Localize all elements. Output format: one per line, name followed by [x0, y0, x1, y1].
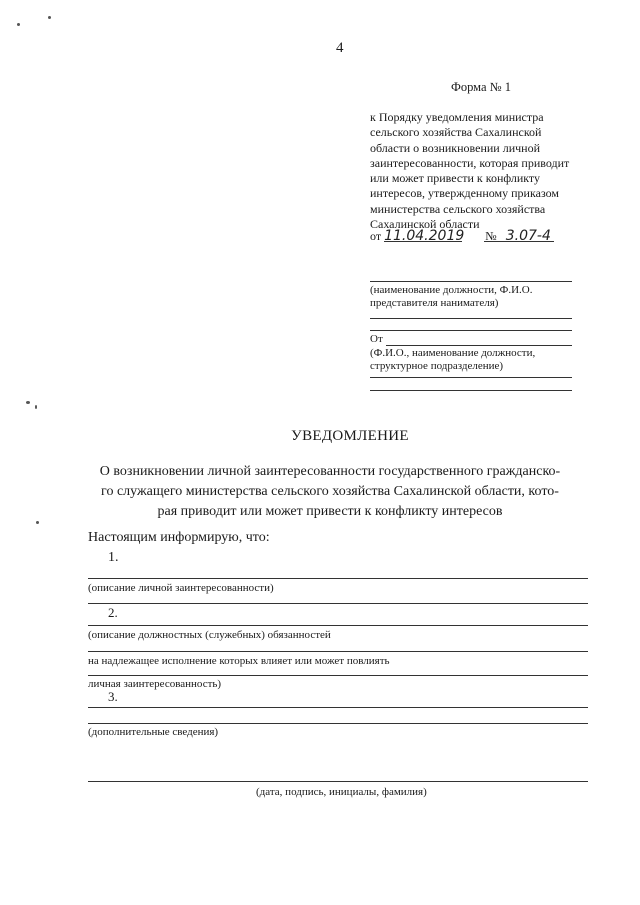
appendix-line: министерства сельского хозяйства [370, 201, 546, 216]
form-label: Форма № 1 [451, 80, 511, 94]
addressee-line [370, 281, 572, 282]
item-number: 1. [108, 550, 119, 565]
item-caption: (дополнительные сведения) [88, 726, 219, 738]
appendix-line: интересов, утвержденному приказом [370, 186, 559, 201]
subject-line: го служащего министерства сельского хозяйства Сахалинской области, кото- [101, 484, 559, 499]
subject-line: О возникновении личной заинтересованности государственного гражданско- [99, 464, 561, 479]
appendix-line: сельского хозяйства Сахалинской [370, 125, 542, 140]
intro-text: Настоящим информирую, что: [88, 530, 270, 545]
number-sign: № [485, 229, 497, 243]
item-caption: (описание должностных (служебных) обязанностей [88, 629, 331, 641]
date-underline [384, 241, 462, 242]
from-label: От [370, 333, 383, 345]
scan-speck [35, 405, 37, 409]
fill-line [88, 578, 588, 579]
appendix-line: или может привести к конфликту [370, 171, 541, 186]
from-line [370, 377, 572, 378]
document-title: УВЕДОМЛЕНИЕ [291, 428, 409, 444]
document-subject [60, 462, 600, 522]
appendix-line: к Порядку уведомления министра [370, 110, 544, 124]
addressee-line [370, 330, 572, 331]
appendix-line: области о возникновении личной [370, 140, 541, 155]
number-underline [484, 241, 554, 242]
page-number: 4 [336, 40, 344, 56]
from-caption: структурное подразделение) [370, 360, 504, 372]
fill-line [88, 707, 588, 708]
item-caption: личная заинтересованность) [88, 678, 222, 690]
from-prefix: от [370, 229, 382, 243]
from-line [370, 390, 572, 391]
fill-line [88, 675, 588, 676]
appendix-reference [370, 110, 610, 232]
item-number: 2. [108, 605, 118, 620]
from-line [386, 345, 572, 346]
subject-line: рая приводит или может привести к конфликту интересов [157, 504, 503, 519]
from-caption: (Ф.И.О., наименование должности, [370, 347, 536, 359]
addressee-line [370, 318, 572, 319]
addressee-caption: представителя нанимателя) [370, 297, 499, 309]
handwritten-number: 3.07-4 [505, 228, 551, 244]
scan-speck [48, 16, 51, 19]
appendix-line: заинтересованности, которая приводит [370, 155, 570, 170]
fill-line [88, 651, 588, 652]
item-caption: (описание личной заинтересованности) [88, 582, 274, 594]
item-number: 3. [108, 689, 118, 704]
signature-line [88, 781, 588, 782]
signature-caption: (дата, подпись, инициалы, фамилия) [256, 786, 427, 798]
item-caption: на надлежащее исполнение которых влияет или может повлиять [88, 655, 390, 667]
appendix-line: Сахалинской области [370, 217, 480, 232]
scan-speck [36, 521, 39, 524]
addressee-caption: (наименование должности, Ф.И.О. [370, 284, 533, 296]
scan-speck [17, 23, 20, 26]
fill-line [88, 603, 588, 604]
fill-line [88, 625, 588, 626]
fill-line [88, 723, 588, 724]
scan-speck [26, 401, 30, 404]
handwritten-date: 11.04.2019 [384, 228, 465, 244]
